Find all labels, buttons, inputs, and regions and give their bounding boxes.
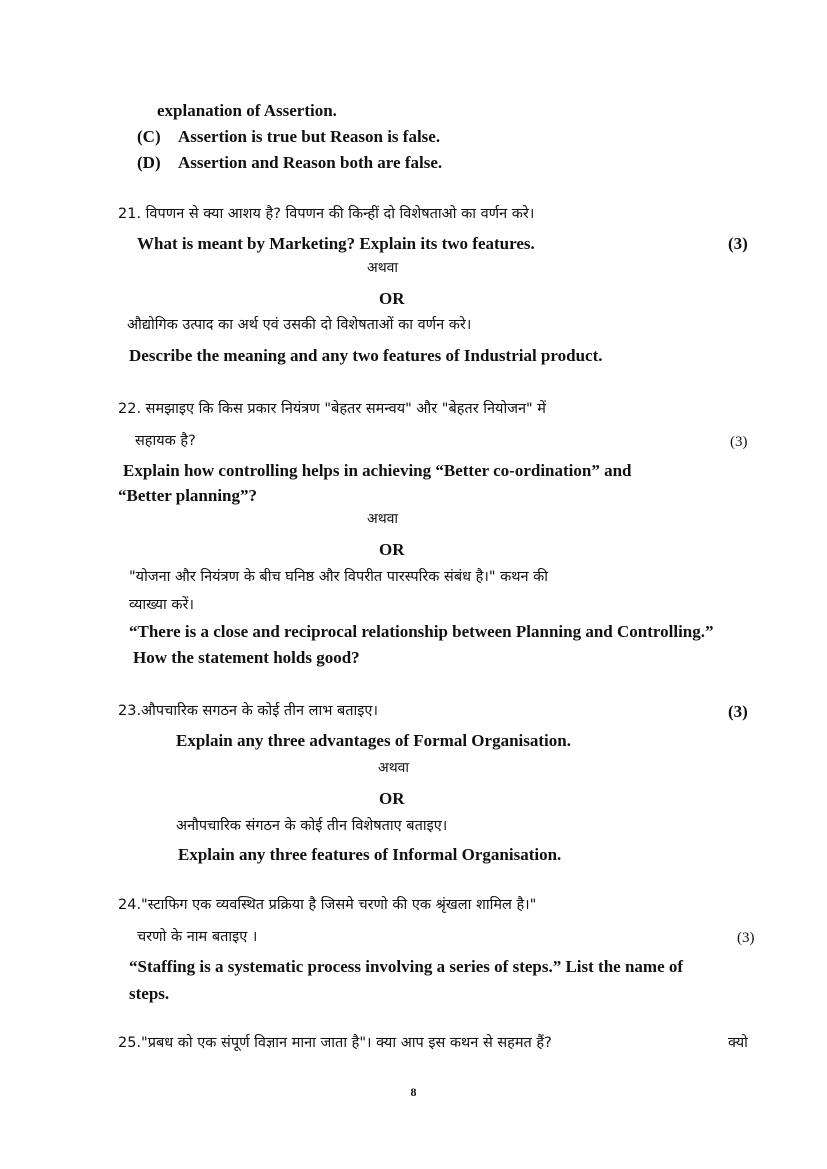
q25-hindi: 25."प्रबध को एक संपूर्ण विज्ञान माना जाता है"। क्या आप इस कथन से सहमत हैं? (118, 1035, 552, 1051)
q24-hindi-line2: चरणो के नाम बताइए । (137, 929, 258, 945)
q24-english-line1: “Staffing is a systematic process involving a series of steps.” List the name of (129, 957, 684, 976)
q22-hindi-alt-line2: व्याख्या करें। (129, 597, 194, 613)
q23-english-alt: Explain any three features of Informal Organisation. (178, 845, 562, 864)
page-number: 8 (410, 1085, 417, 1099)
option-d-label: (D) (137, 153, 161, 172)
q20-continuation: explanation of Assertion. (157, 101, 337, 120)
q23-marks: (3) (728, 702, 748, 721)
option-d-text: Assertion and Reason both are false. (178, 153, 443, 172)
q23-hindi-alt: अनौपचारिक संगठन के कोई तीन विशेषताए बताइए। (176, 818, 448, 834)
q22-english-alt-line1: “There is a close and reciprocal relationship between Planning and Controlling.” (129, 622, 714, 641)
q23-english: Explain any three advantages of Formal Organisation. (176, 731, 571, 750)
q22-hindi-line2: सहायक है? (135, 433, 196, 449)
q21-english-alt: Describe the meaning and any two features of Industrial product. (129, 346, 603, 365)
q24-english-line2: steps. (129, 984, 170, 1003)
q25-hindi-tail: क्यो (728, 1035, 748, 1051)
q21-hindi-alt: औद्योगिक उत्पाद का अर्थ एवं उसकी दो विशेषताओं का वर्णन करे। (127, 317, 472, 333)
q21-marks: (3) (728, 234, 748, 253)
q21-english: What is meant by Marketing? Explain its two features. (137, 234, 535, 253)
q23-athva: अथवा (378, 760, 410, 776)
option-c-text: Assertion is true but Reason is false. (178, 127, 441, 146)
q22-hindi-line1: 22. समझाइए कि किस प्रकार नियंत्रण "बेहतर समन्वय" और "बेहतर नियोजन" में (118, 401, 546, 417)
q22-or: OR (379, 540, 405, 559)
q22-english-line2: “Better planning”? (118, 486, 258, 505)
q22-english-alt-line2: How the statement holds good? (133, 648, 360, 667)
q22-english-line1: Explain how controlling helps in achieving “Better co-ordination” and (123, 461, 632, 480)
option-c-label: (C) (137, 127, 161, 146)
q21-or: OR (379, 289, 405, 308)
q22-marks: (3) (730, 434, 748, 450)
q22-hindi-alt-line1: "योजना और नियंत्रण के बीच घनिष्ठ और विपरीत पारस्परिक संबंध है।" कथन की (129, 569, 549, 585)
q23-or: OR (379, 789, 405, 808)
q21-athva: अथवा (367, 260, 399, 276)
q23-hindi: 23.औपचारिक सगठन के कोई तीन लाभ बताइए। (118, 703, 378, 719)
q24-marks: (3) (737, 930, 755, 946)
q21-hindi: 21. विपणन से क्या आशय है? विपणन की किन्हीं दो विशेषताओ का वर्णन करे। (118, 206, 535, 222)
q24-hindi-line1: 24."स्टाफिग एक व्यवस्थित प्रक्रिया है जिसमे चरणो की एक श्रृंखला शामिल है।" (118, 897, 537, 913)
q22-athva: अथवा (367, 511, 399, 527)
